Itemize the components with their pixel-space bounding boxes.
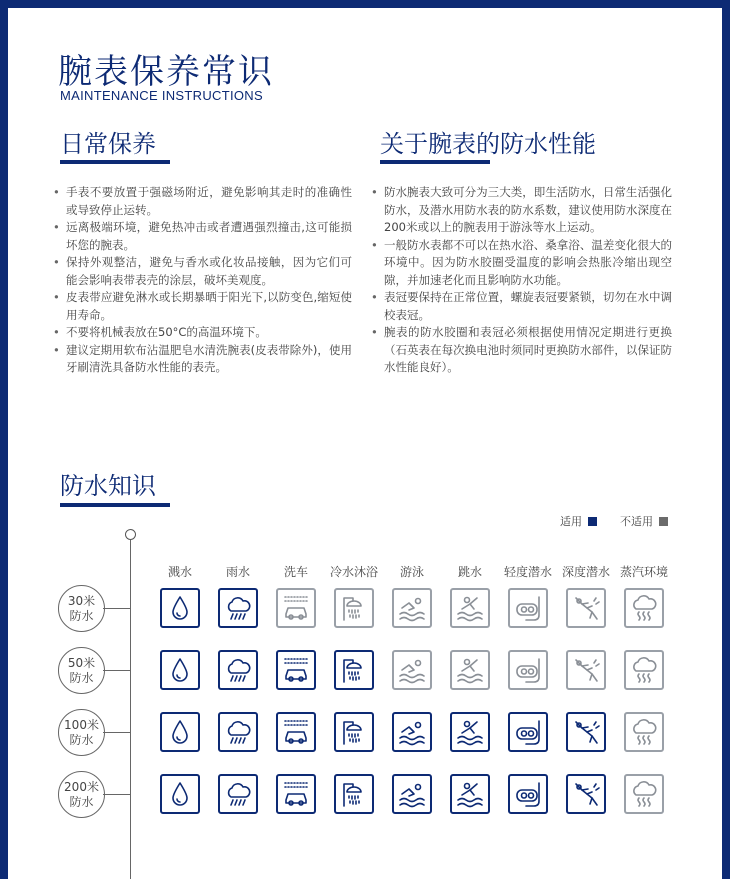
column-header: 游泳 (399, 565, 424, 579)
daily-care-list (52, 184, 352, 377)
legend-applicable-swatch (588, 517, 597, 526)
shower-icon (334, 712, 374, 752)
daily-care-title: 日常保养 (60, 130, 156, 158)
column-header: 跳水 (457, 565, 482, 579)
water-resistance-title: 关于腕表的防水性能 (380, 130, 596, 158)
column-header: 雨水 (225, 565, 250, 579)
water-drop-icon (160, 588, 200, 628)
legend-not-applicable-label: 不适用 (620, 515, 653, 528)
bullet-item: • 不要将机械表放在50°C的高温环境下。 (52, 324, 352, 342)
rain-cloud-icon (218, 588, 258, 628)
scuba-diver-icon (566, 650, 606, 690)
bullet-item: • 防水腕表大致可分为三大类，即生活防水，日常生活强化防水，及潜水用防水表的防水系数，建议使用防水深度在200米或以上的腕表用于游泳等水上运动。 (370, 184, 672, 237)
knowledge-title: 防水知识 (60, 472, 156, 500)
swimming-icon (392, 588, 432, 628)
column-header: 洗车 (283, 565, 308, 579)
diving-jump-icon (450, 712, 490, 752)
legend-not-applicable (620, 513, 668, 529)
water-drop-icon (160, 650, 200, 690)
bullet-item: • 保持外观整洁，避免与香水或化妆品接触，因为它们可能会影响表带表壳的涂层，破坏美观度。 (52, 254, 352, 289)
snorkel-mask-icon (508, 774, 548, 814)
bullet-item: • 皮表带应避免淋水或长期暴晒于阳光下,以防变色,缩短使用寿命。 (52, 289, 352, 324)
water-resistance-list (370, 184, 672, 377)
daily-care-underline (60, 160, 170, 164)
depth-rating (58, 709, 105, 756)
swimming-icon (392, 650, 432, 690)
depth-label: 防水 (69, 794, 94, 809)
diving-jump-icon (450, 774, 490, 814)
scuba-diver-icon (566, 774, 606, 814)
page-title: 腕表保养常识 (58, 52, 274, 92)
timeline-line (130, 540, 131, 879)
depth-value: 30米 (67, 593, 96, 608)
legend-applicable (560, 513, 597, 529)
snorkel-mask-icon (508, 650, 548, 690)
column-header: 冷水沐浴 (329, 565, 378, 579)
water-drop-icon (160, 774, 200, 814)
scuba-diver-icon (566, 712, 606, 752)
bullet-item: • 表冠要保持在正常位置，螺旋表冠要紧锁，切勿在水中调校表冠。 (370, 289, 672, 324)
steam-cloud-icon (624, 650, 664, 690)
column-header: 深度潜水 (561, 565, 610, 579)
knowledge-underline (60, 503, 170, 507)
shower-icon (334, 774, 374, 814)
steam-cloud-icon (624, 774, 664, 814)
snorkel-mask-icon (508, 712, 548, 752)
steam-cloud-icon (624, 588, 664, 628)
shower-icon (334, 588, 374, 628)
bullet-item: • 手表不要放置于强磁场附近，避免影响其走时的准确性或导致停止运转。 (52, 184, 352, 219)
depth-value: 100米 (64, 717, 99, 732)
car-wash-icon (276, 650, 316, 690)
row-connector (103, 670, 130, 671)
snorkel-mask-icon (508, 588, 548, 628)
timeline-dot (125, 529, 136, 540)
column-header: 轻度潜水 (503, 565, 552, 579)
row-connector (103, 794, 130, 795)
car-wash-icon (276, 774, 316, 814)
diving-jump-icon (450, 650, 490, 690)
depth-label: 防水 (69, 732, 94, 747)
row-connector (103, 732, 130, 733)
rain-cloud-icon (218, 712, 258, 752)
depth-value: 50米 (67, 655, 96, 670)
depth-rating (58, 771, 105, 818)
swimming-icon (392, 774, 432, 814)
depth-label: 防水 (69, 670, 94, 685)
row-connector (103, 608, 130, 609)
shower-icon (334, 650, 374, 690)
page-subtitle: MAINTENANCE INSTRUCTIONS (60, 88, 263, 103)
swimming-icon (392, 712, 432, 752)
water-resistance-underline (380, 160, 490, 164)
bullet-item: • 腕表的防水胶圈和表冠必须根据使用情况定期进行更换（石英表在每次换电池时须同时更换防水部件，以保证防水性能良好）。 (370, 324, 672, 377)
legend-applicable-label: 适用 (560, 515, 582, 528)
bullet-item: • 远离极端环境，避免热冲击或者遭遇强烈撞击,这可能损坏您的腕表。 (52, 219, 352, 254)
water-drop-icon (160, 712, 200, 752)
depth-label: 防水 (69, 608, 94, 623)
bullet-item: • 建议定期用软布沾温肥皂水清洗腕表(皮表带除外)，使用牙刷清洗具备防水性能的表壳。 (52, 342, 352, 377)
car-wash-icon (276, 712, 316, 752)
depth-rating (58, 647, 105, 694)
rain-cloud-icon (218, 774, 258, 814)
column-header: 蒸汽环境 (619, 565, 668, 579)
depth-rating (58, 585, 105, 632)
steam-cloud-icon (624, 712, 664, 752)
scuba-diver-icon (566, 588, 606, 628)
column-header: 溅水 (167, 565, 192, 579)
legend-not-applicable-swatch (659, 517, 668, 526)
car-wash-icon (276, 588, 316, 628)
depth-value: 200米 (64, 779, 99, 794)
bullet-item: • 一般防水表都不可以在热水浴、桑拿浴、温差变化很大的环境中。因为防水胶圈受温度的影响会热胀冷缩出现空隙，并加速老化而且影响防水功能。 (370, 237, 672, 290)
rain-cloud-icon (218, 650, 258, 690)
diving-jump-icon (450, 588, 490, 628)
